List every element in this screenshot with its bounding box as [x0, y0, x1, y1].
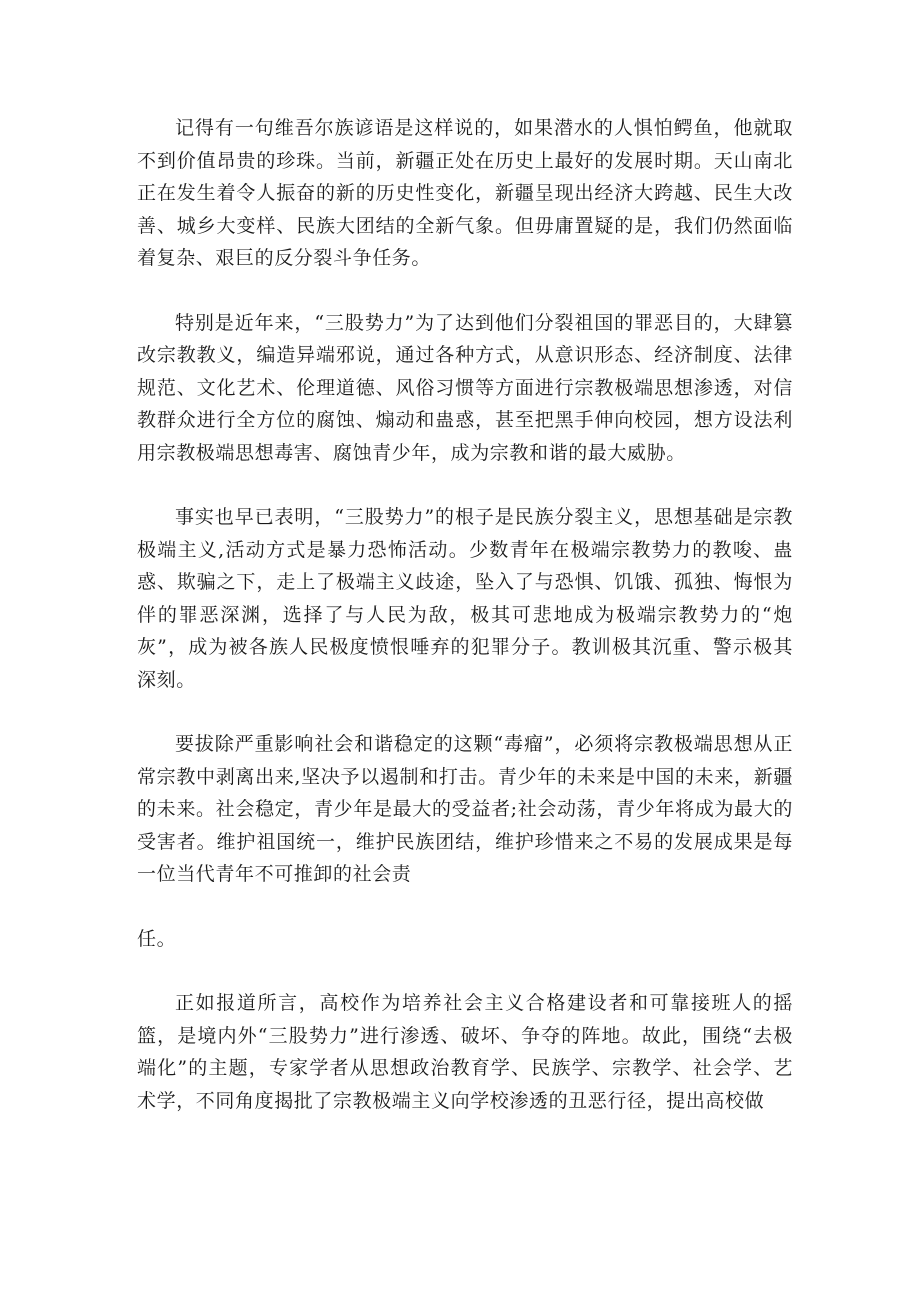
paragraph-5: 正如报道所言，高校作为培养社会主义合格建设者和可靠接班人的摇篮，是境内外“三股势力”进行渗透、破坏、争夺的阵地。故此，围绕“去极端化”的主题，专家学者从思想政治教育学、民族学、宗教学、社会学、艺术学，不同角度揭批了宗教极端主义向学校渗透的丑恶行径，提出高校做 [137, 992, 793, 1112]
paragraph-1: 记得有一句维吾尔族谚语是这样说的，如果潜水的人惧怕鳄鱼，他就取不到价值昂贵的珍珠。当前，新疆正处在历史上最好的发展时期。天山南北正在发生着令人振奋的新的历史性变化，新疆呈现出经济大跨越、民生大改善、城乡大变样、民族大团结的全新气象。但毋庸置疑的是，我们仍然面临着复杂、艰巨的反分裂斗争任务。 [137, 117, 793, 269]
paragraph-2: 特别是近年来，“三股势力”为了达到他们分裂祖国的罪恶目的，大肆篡改宗教教义，编造异端邪说，通过各种方式，从意识形态、经济制度、法律规范、文化艺术、伦理道德、风俗习惯等方面进行宗教极端思想渗透，对信教群众进行全方位的腐蚀、煽动和蛊惑，甚至把黑手伸向校园，想方设法利用宗教极端思想毒害、腐蚀青少年，成为宗教和谐的最大威胁。 [137, 311, 793, 464]
document-body [137, 112, 793, 1149]
paragraph-3: 事实也早已表明，“三股势力”的根子是民族分裂主义，思想基础是宗教极端主义,活动方式是暴力恐怖活动。少数青年在极端宗教势力的教唆、蛊惑、欺骗之下，走上了极端主义歧途，坠入了与恐惧、饥饿、孤独、悔恨为伴的罪恶深渊，选择了与人民为敌，极其可悲地成为极端宗教势力的“炮灰”，成为被各族人民极度愤恨唾弃的犯罪分子。教训极其沉重、警示极其深刻。 [137, 506, 793, 691]
paragraph-4: 要拔除严重影响社会和谐稳定的这颗“毒瘤”，必须将宗教极端思想从正常宗教中剥离出来,坚决予以遏制和打击。青少年的未来是中国的未来，新疆的未来。社会稳定，青少年是最大的受益者;社会动荡，青少年将成为最大的受害者。维护祖国统一，维护民族团结，维护珍惜来之不易的发展成果是每一位当代青年不可推卸的社会责 [137, 733, 793, 885]
paragraph-4-continuation: 任。 [137, 927, 177, 950]
